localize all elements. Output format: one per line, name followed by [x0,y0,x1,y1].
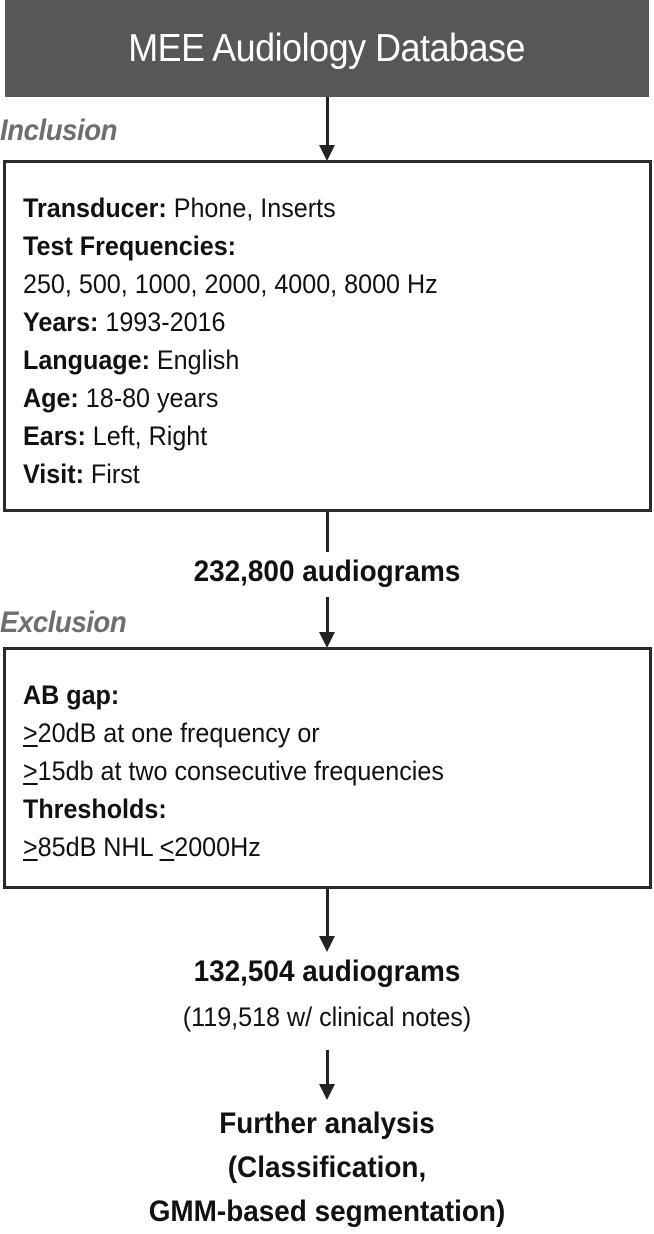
criterion-years: Years: 1993-2016 [23,307,226,337]
arrow-down-icon [319,145,335,161]
criterion-visit: Visit: First [23,459,140,489]
inclusion-label: Inclusion [0,114,118,147]
criterion-frequency-list: 250, 500, 1000, 2000, 4000, 8000 Hz [23,269,438,299]
exclusion-result-count: 132,504 audiograms [193,955,461,988]
inclusion-result-count: 232,800 audiograms [193,555,461,588]
flow-arrow-line [326,597,329,635]
arrow-down-icon [319,1084,335,1100]
exclusion-criteria-box [3,647,652,889]
further-analysis-detail-1: (Classification, [227,1151,427,1184]
arrow-down-icon [319,632,335,648]
database-header-box [5,0,649,97]
criterion-test-frequencies: Test Frequencies: [23,231,237,261]
flow-arrow-line [326,1050,329,1088]
thresholds-rule: >85dB NHL <2000Hz [23,832,261,862]
further-analysis-detail-2: GMM-based segmentation) [148,1195,506,1228]
criterion-transducer: Transducer: Phone, Inserts [23,193,336,223]
clinical-notes-count: (119,518 w/ clinical notes) [182,1002,472,1032]
further-analysis-title: Further analysis [219,1107,435,1140]
ab-gap-rule-one-frequency: >20dB at one frequency or [23,718,320,748]
criterion-age: Age: 18-80 years [23,383,219,413]
exclusion-label: Exclusion [0,606,127,639]
flow-arrow-line [326,889,329,939]
criterion-thresholds: Thresholds: [23,794,167,824]
flow-line [326,512,329,552]
criterion-ab-gap: AB gap: [23,680,120,710]
further-analysis-block [23,1102,631,1234]
criterion-ears: Ears: Left, Right [23,421,208,451]
inclusion-criteria-box [3,160,652,512]
flow-arrow-line [326,97,329,147]
arrow-down-icon [319,936,335,952]
criterion-language: Language: English [23,345,240,375]
ab-gap-rule-two-frequencies: >15db at two consecutive frequencies [23,756,444,786]
database-title: MEE Audiology Database [128,26,526,70]
